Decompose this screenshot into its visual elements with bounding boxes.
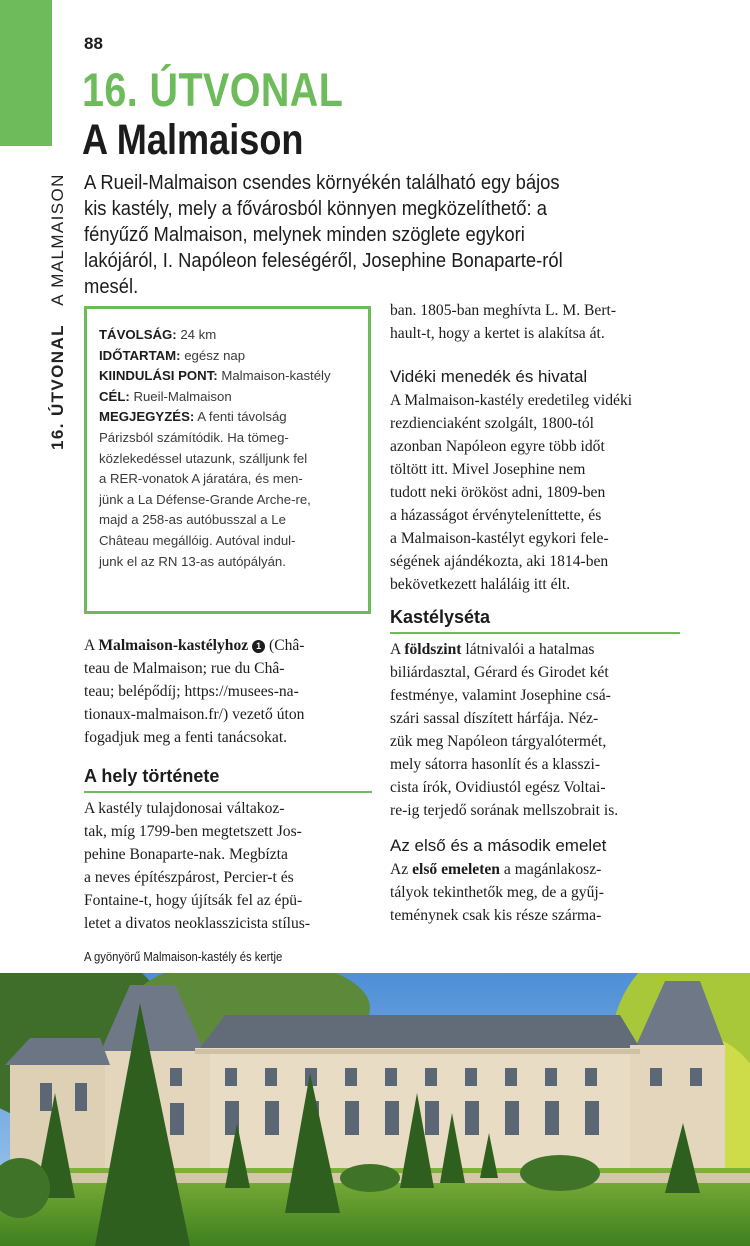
location-name: Malmaison-kastélyhoz (98, 637, 249, 654)
route-number: 16. ÚTVONAL (82, 63, 344, 116)
left-column-intro: A Malmaison-kastélyhoz 1 (Châ- teau de Malmaison; rue du Châ- teau; belépődíj; https://musees-na- tionaux-malmaison.fr/) vezető úton fogadjuk meg a fenti tanácsokat. (84, 637, 305, 746)
page-number: 88 (84, 34, 103, 53)
right-column-retreat: Vidéki menedék és hivatal A Malmaison-kastély eredetileg vidéki rezdienciaként szolgált, 1800-tól azonban Napóleon egyre több időt töltött itt. Mivel Josephine nem tudott neki örököst adni, 1809-ben a házasságot érvényteleníttette, és a Malmaison-kastélyt egykori fele- ségének ajándékozta, aki 1814-ben bekövetkezett haláláig itt élt. (390, 365, 680, 596)
info-duration: IDŐTARTAM: egész nap (99, 347, 246, 363)
map-marker-icon: 1 (252, 640, 265, 653)
info-note: MEGJEGYZÉS: A fenti távolság Párizsból számítódik. Ha tömeg- közlekedéssel utazunk, szálljunk fel a RER-vonatok A járatára, és men- jünk a La Défense-Grande Arche-re, majd a 258-as autóbusszal a Le Château megállóig. Autóval indul- junk el az RN 13-as autópályán. (99, 409, 311, 569)
route-info-box (84, 306, 371, 614)
section-heading-tour: Kastélyséta (390, 605, 680, 634)
info-start: KIINDULÁSI PONT: Malmaison-kastély (99, 368, 331, 384)
info-distance: TÁVOLSÁG: 24 km (99, 327, 217, 342)
info-goal: CÉL: Rueil-Malmaison (99, 388, 232, 404)
left-column-history: A hely története A kastély tulajdonosai váltakoz- tak, míg 1799-ben megtetszett Jos- pehine Bonaparte-nak. Megbízta a neves építészpárost, Percier-t és Fontaine-t, hogy újítsák fel az épü- letet a divatos neoklasszicista stílus- (84, 764, 372, 935)
page-title: A Malmaison (82, 116, 304, 164)
section-heading-floors: Az első és a második emelet (390, 836, 607, 855)
right-column-tour: Kastélyséta A földszint látnivalói a hatalmas biliárdasztal, Gérard és Girodet két festménye, valamint Josephine csá- szári sassal díszített hárfája. Néz- zük meg Napóleon tárgyalótermét, mely sátorra hasonlít és a klasszi- cista írók, Ovidiustól egész Voltai- re-ig terjedő sorának mellszobrait is. (390, 605, 680, 822)
side-chapter-label (49, 170, 67, 450)
chapter-color-tab (0, 0, 52, 146)
section-heading-retreat: Vidéki menedék és hivatal (390, 367, 588, 386)
section-heading-history: A hely története (84, 764, 372, 793)
right-column-continuation: ban. 1805-ban meghívta L. M. Bert- hault-t, hogy a kertet is alakítsa át. (390, 302, 617, 342)
chateau-photo (0, 973, 750, 1246)
side-label-bold: 16. ÚTVONAL (48, 324, 67, 450)
right-column-floors: Az első és a második emelet Az első emeleten a magánlakosz- tályok tekinthetők meg, de a gyűj- teménynek csak kis része szárma- (390, 834, 680, 927)
side-label-light: A MALMAISON (48, 173, 67, 306)
intro-paragraph: A Rueil-Malmaison csendes környékén található egy bájos kis kastély, mely a fővárosból könnyen megközelíthető: a fényűző Malmaison, melynek minden szöglete egykori lakójáról, I. Napóleon feleségéről, Josephine Bonaparte-ról mesél. (84, 172, 563, 298)
photo-caption: A gyönyörű Malmaison-kastély és kertje (84, 950, 283, 964)
